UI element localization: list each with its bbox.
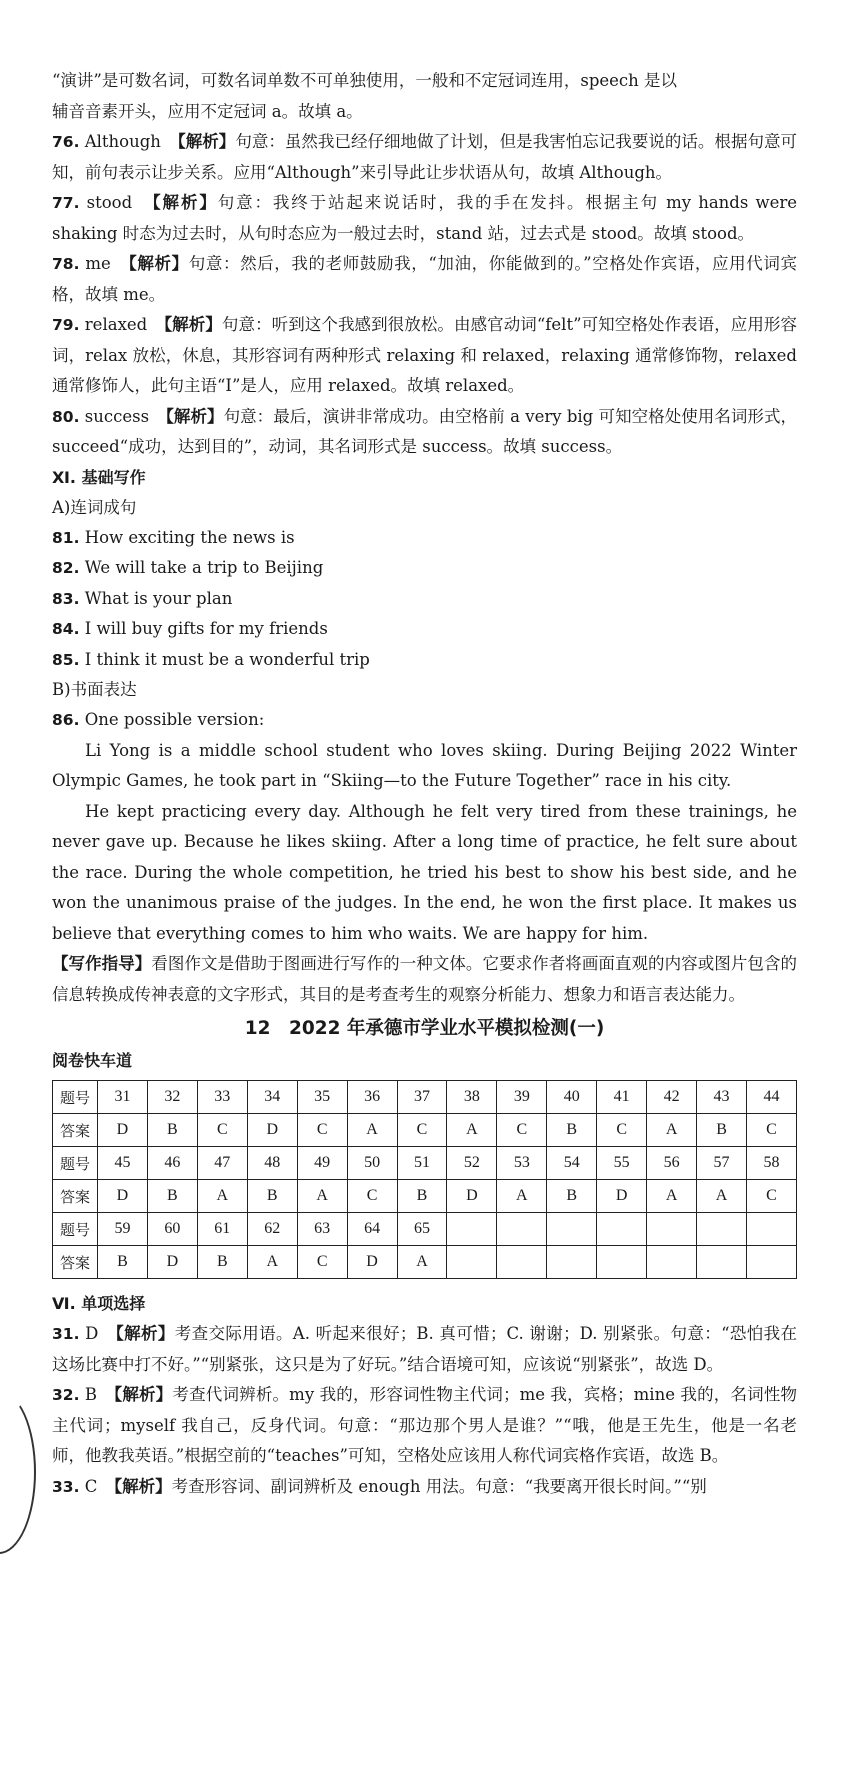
question-number-cell: 38 bbox=[447, 1081, 497, 1114]
sentence-text: How exciting the news is bbox=[84, 527, 295, 547]
item-explanation: 考查形容词、副词辨析及 enough 用法。句意：“我要离开很长时间。”“别 bbox=[171, 1476, 707, 1496]
question-number-cell: 49 bbox=[297, 1147, 347, 1180]
choice-item bbox=[52, 1472, 797, 1503]
answer-cell: C bbox=[197, 1114, 247, 1147]
intro-line-1: “演讲”是可数名词，可数名词单数不可单独使用，一般和不定冠词连用，speech 是以 bbox=[52, 71, 678, 90]
sentence-text: We will take a trip to Beijing bbox=[84, 558, 324, 577]
answer-cell: A bbox=[197, 1180, 247, 1213]
item-explanation: 句意：然后，我的老师鼓励我，“加油，你能做到的。”空格处作宾语，应用代词宾格，故填 me。 bbox=[52, 254, 798, 304]
question-number-cell: 47 bbox=[197, 1147, 247, 1180]
question-number-cell bbox=[697, 1213, 747, 1246]
analysis-tag: 【解析】 bbox=[152, 193, 218, 212]
question-number-cell: 63 bbox=[297, 1213, 347, 1246]
question-number-cell: 57 bbox=[697, 1147, 747, 1180]
sentence-item bbox=[52, 584, 797, 615]
question-number-cell: 48 bbox=[247, 1147, 297, 1180]
item-answer: B bbox=[84, 1385, 98, 1404]
sentence-number: 84. bbox=[52, 620, 80, 638]
answer-cell: B bbox=[147, 1114, 197, 1147]
item-explanation: 句意：听到这个我感到很放松。由感官动词“felt”可知空格处作表语，应用形容词，relax 放松，休息，其形容词有两种形式 relaxing 和 relaxed，relaxing 通常修饰物，relaxed 通常修饰人，此句主语“I”是人，应用 relaxed。故填 relaxed。 bbox=[52, 315, 798, 395]
answer-cell: C bbox=[297, 1246, 347, 1279]
item-number: 76. bbox=[52, 133, 80, 151]
question-number-cell: 40 bbox=[547, 1081, 597, 1114]
question-number-cell: 44 bbox=[746, 1081, 796, 1114]
analysis-tag: 【解析】 bbox=[128, 254, 189, 273]
answer-cell: B bbox=[247, 1180, 297, 1213]
question-number-cell: 54 bbox=[547, 1147, 597, 1180]
question-number-cell: 56 bbox=[647, 1147, 697, 1180]
document-page bbox=[52, 66, 797, 1502]
item-explanation: 考查代词辨析。my 我的，形容词性物主代词；me 我，宾格；mine 我的，名词性物主代词；myself 我自己，反身代词。句意：“那边那个男人是谁？”“哦，他是王先生，他是一名老师，他教我英语。”根据空前的“teaches”可知，空格处应该用人称代词宾格作宾语，故选 B。 bbox=[52, 1385, 798, 1465]
answer-item bbox=[52, 249, 797, 310]
item-number: 31. bbox=[52, 1325, 80, 1343]
writing-guide-text: 看图作文是借助于图画进行写作的一种文体。它要求作者将画面直观的内容或图片包含的信息转换成传神表意的文字形式，其目的是考查考生的观察分析能力、想象力和语言表达能力。 bbox=[52, 954, 798, 1004]
essay-number: 86. bbox=[52, 711, 80, 729]
item-number: 33. bbox=[52, 1477, 80, 1496]
answer-item bbox=[52, 402, 797, 463]
table-header-answer-label: 答案 bbox=[53, 1180, 98, 1213]
essay-lead bbox=[52, 705, 797, 736]
analysis-tag: 【解析】 bbox=[163, 315, 222, 334]
sentence-item bbox=[52, 553, 797, 584]
answer-cell: B bbox=[147, 1180, 197, 1213]
sentence-number: 82. bbox=[52, 559, 80, 577]
question-number-cell: 51 bbox=[397, 1147, 447, 1180]
question-number-cell bbox=[497, 1213, 547, 1246]
item-explanation: 考查交际用语。A. 听起来很好；B. 真可惜；C. 谢谢；D. 别紧张。句意：“恐怕我在这场比赛中打不好。”“别紧张，这只是为了好玩。”结合语境可知，应该说“别紧张”，故选 D。 bbox=[52, 1324, 798, 1374]
sentence-number: 83. bbox=[52, 589, 80, 608]
answer-cell: B bbox=[547, 1114, 597, 1147]
item-number: 79. bbox=[52, 316, 80, 334]
analysis-tag: 【解析】 bbox=[177, 132, 236, 151]
answer-cell: D bbox=[597, 1180, 647, 1213]
table-header-number-label: 题号 bbox=[53, 1147, 98, 1180]
answer-cell: D bbox=[347, 1246, 397, 1279]
question-number-cell: 32 bbox=[147, 1081, 197, 1114]
question-number-cell: 45 bbox=[98, 1147, 148, 1180]
question-number-cell: 35 bbox=[297, 1081, 347, 1114]
answer-cell: A bbox=[697, 1180, 747, 1213]
section-xi-heading: Ⅺ. 基础写作 bbox=[52, 467, 146, 487]
quick-answer-label: 阅卷快车道 bbox=[52, 1051, 133, 1070]
question-number-cell: 31 bbox=[98, 1081, 148, 1114]
answer-cell bbox=[547, 1246, 597, 1279]
table-row-question-numbers bbox=[53, 1213, 797, 1246]
answer-cell: C bbox=[746, 1180, 796, 1213]
answer-items-76-80 bbox=[52, 127, 797, 463]
item-number: 80. bbox=[52, 407, 80, 426]
writing-guide bbox=[52, 949, 797, 1010]
question-number-cell: 62 bbox=[247, 1213, 297, 1246]
answer-item bbox=[52, 188, 797, 249]
answer-cell: D bbox=[447, 1180, 497, 1213]
item-answer: C bbox=[84, 1476, 98, 1496]
analysis-tag: 【解析】 bbox=[165, 406, 224, 426]
sentence-item bbox=[52, 614, 797, 645]
answer-cell bbox=[597, 1246, 647, 1279]
analysis-tag: 【解析】 bbox=[113, 1476, 172, 1496]
answer-cell: B bbox=[98, 1246, 148, 1279]
question-number-cell bbox=[746, 1213, 796, 1246]
answer-cell: D bbox=[98, 1180, 148, 1213]
answer-cell: A bbox=[347, 1114, 397, 1147]
item-answer: me bbox=[85, 254, 111, 273]
answer-cell bbox=[647, 1246, 697, 1279]
test-title: 12 2022 年承德市学业水平模拟检测(一) bbox=[244, 1018, 605, 1039]
choice-item bbox=[52, 1319, 797, 1380]
table-row-question-numbers bbox=[53, 1081, 797, 1114]
table-header-answer-label: 答案 bbox=[53, 1246, 98, 1279]
answer-cell: B bbox=[397, 1180, 447, 1213]
answer-item bbox=[52, 127, 797, 188]
subsection-b-heading: B)书面表达 bbox=[52, 680, 137, 699]
item-number: 77. bbox=[52, 194, 80, 212]
sentence-text: I think it must be a wonderful trip bbox=[84, 649, 370, 669]
sentence-number: 81. bbox=[52, 528, 80, 547]
answer-cell: A bbox=[297, 1180, 347, 1213]
answer-cell bbox=[697, 1246, 747, 1279]
question-number-cell: 33 bbox=[197, 1081, 247, 1114]
analysis-tag: 【解析】 bbox=[115, 1324, 175, 1343]
choice-item bbox=[52, 1380, 797, 1472]
table-row-answers bbox=[53, 1246, 797, 1279]
question-number-cell: 43 bbox=[697, 1081, 747, 1114]
question-number-cell: 34 bbox=[247, 1081, 297, 1114]
question-number-cell: 53 bbox=[497, 1147, 547, 1180]
answer-cell: A bbox=[647, 1180, 697, 1213]
item-explanation: 句意：我终于站起来说话时，我的手在发抖。根据主句 my hands were shaking 时态为过去时，从句时态应为一般过去时，stand 站，过去式是 stood。故填 stood。 bbox=[52, 193, 798, 243]
table-row-question-numbers bbox=[53, 1147, 797, 1180]
answer-cell: C bbox=[746, 1114, 796, 1147]
answer-cell: C bbox=[497, 1114, 547, 1147]
question-number-cell: 52 bbox=[447, 1147, 497, 1180]
answer-item bbox=[52, 310, 797, 402]
table-row-answers bbox=[53, 1114, 797, 1147]
table-header-number-label: 题号 bbox=[53, 1213, 98, 1246]
writing-guide-tag: 【写作指导】 bbox=[52, 954, 152, 973]
item-answer: Although bbox=[84, 132, 161, 151]
sentence-list bbox=[52, 523, 797, 676]
question-number-cell bbox=[597, 1213, 647, 1246]
answer-cell: C bbox=[297, 1114, 347, 1147]
question-number-cell: 41 bbox=[597, 1081, 647, 1114]
essay-lead-text: One possible version: bbox=[84, 710, 265, 729]
question-number-cell: 61 bbox=[197, 1213, 247, 1246]
analysis-tag: 【解析】 bbox=[113, 1385, 173, 1404]
question-number-cell: 59 bbox=[98, 1213, 148, 1246]
question-number-cell: 37 bbox=[397, 1081, 447, 1114]
table-header-number-label: 题号 bbox=[53, 1081, 98, 1114]
question-number-cell: 58 bbox=[746, 1147, 796, 1180]
answer-cell: D bbox=[247, 1114, 297, 1147]
answer-cell bbox=[746, 1246, 796, 1279]
item-answer: stood bbox=[86, 193, 133, 212]
answer-table bbox=[52, 1080, 797, 1279]
answer-cell bbox=[497, 1246, 547, 1279]
table-header-answer-label: 答案 bbox=[53, 1114, 98, 1147]
page-edge-decoration bbox=[0, 1390, 36, 1554]
essay-paragraph-2: He kept practicing every day. Although he felt very tired from these trainings, he never gave up. Because he likes skiing. After a long time of practice, he felt sure about the race. During the whole competition, he tried his best to show his best side, and he won the unanimous praise of the judges. In the end, he won the first place. It makes us believe that everything comes to him who waits. We are happy for him. bbox=[52, 801, 797, 943]
table-row-answers bbox=[53, 1180, 797, 1213]
question-number-cell: 39 bbox=[497, 1081, 547, 1114]
item-explanation: 句意：最后，演讲非常成功。由空格前 a very big 可知空格处使用名词形式，succeed“成功，达到目的”，动词，其名词形式是 success。故填 success。 bbox=[52, 406, 798, 456]
answer-cell bbox=[447, 1246, 497, 1279]
answer-cell: B bbox=[197, 1246, 247, 1279]
question-number-cell bbox=[547, 1213, 597, 1246]
answer-cell: A bbox=[397, 1246, 447, 1279]
answer-cell: A bbox=[247, 1246, 297, 1279]
sentence-item bbox=[52, 523, 797, 554]
answer-cell: D bbox=[147, 1246, 197, 1279]
question-number-cell bbox=[447, 1213, 497, 1246]
answer-cell: B bbox=[697, 1114, 747, 1147]
answer-cell: C bbox=[597, 1114, 647, 1147]
answer-cell: C bbox=[347, 1180, 397, 1213]
answer-cell: A bbox=[447, 1114, 497, 1147]
sentence-number: 85. bbox=[52, 650, 80, 669]
answer-cell: C bbox=[397, 1114, 447, 1147]
item-answer: relaxed bbox=[84, 315, 148, 334]
subsection-a-heading: A)连词成句 bbox=[52, 497, 137, 517]
sentence-item bbox=[52, 645, 797, 676]
item-answer: success bbox=[84, 406, 150, 426]
answer-cell: A bbox=[647, 1114, 697, 1147]
intro-line-2: 辅音音素开头，应用不定冠词 a。故填 a。 bbox=[52, 101, 363, 121]
question-number-cell: 65 bbox=[397, 1213, 447, 1246]
sentence-text: What is your plan bbox=[84, 588, 233, 608]
question-number-cell: 36 bbox=[347, 1081, 397, 1114]
item-answer: D bbox=[85, 1324, 99, 1343]
item-explanation: 句意：虽然我已经仔细地做了计划，但是我害怕忘记我要说的话。根据句意可知，前句表示让步关系。应用“Although”来引导此让步状语从句，故填 Although。 bbox=[52, 132, 798, 182]
item-number: 78. bbox=[52, 255, 80, 273]
essay-paragraph-1: Li Yong is a middle school student who loves skiing. During Beijing 2022 Winter Olympic Games, he took part in “Skiing—to the Future Together” race in his city. bbox=[52, 740, 797, 790]
question-number-cell: 46 bbox=[147, 1147, 197, 1180]
item-number: 32. bbox=[52, 1386, 80, 1404]
section-vi-heading: Ⅵ. 单项选择 bbox=[52, 1294, 146, 1313]
answer-cell: B bbox=[547, 1180, 597, 1213]
answer-items-31-33 bbox=[52, 1319, 797, 1502]
question-number-cell: 50 bbox=[347, 1147, 397, 1180]
question-number-cell bbox=[647, 1213, 697, 1246]
question-number-cell: 60 bbox=[147, 1213, 197, 1246]
sentence-text: I will buy gifts for my friends bbox=[84, 619, 328, 638]
answer-cell: A bbox=[497, 1180, 547, 1213]
answer-cell: D bbox=[98, 1114, 148, 1147]
question-number-cell: 55 bbox=[597, 1147, 647, 1180]
question-number-cell: 42 bbox=[647, 1081, 697, 1114]
question-number-cell: 64 bbox=[347, 1213, 397, 1246]
